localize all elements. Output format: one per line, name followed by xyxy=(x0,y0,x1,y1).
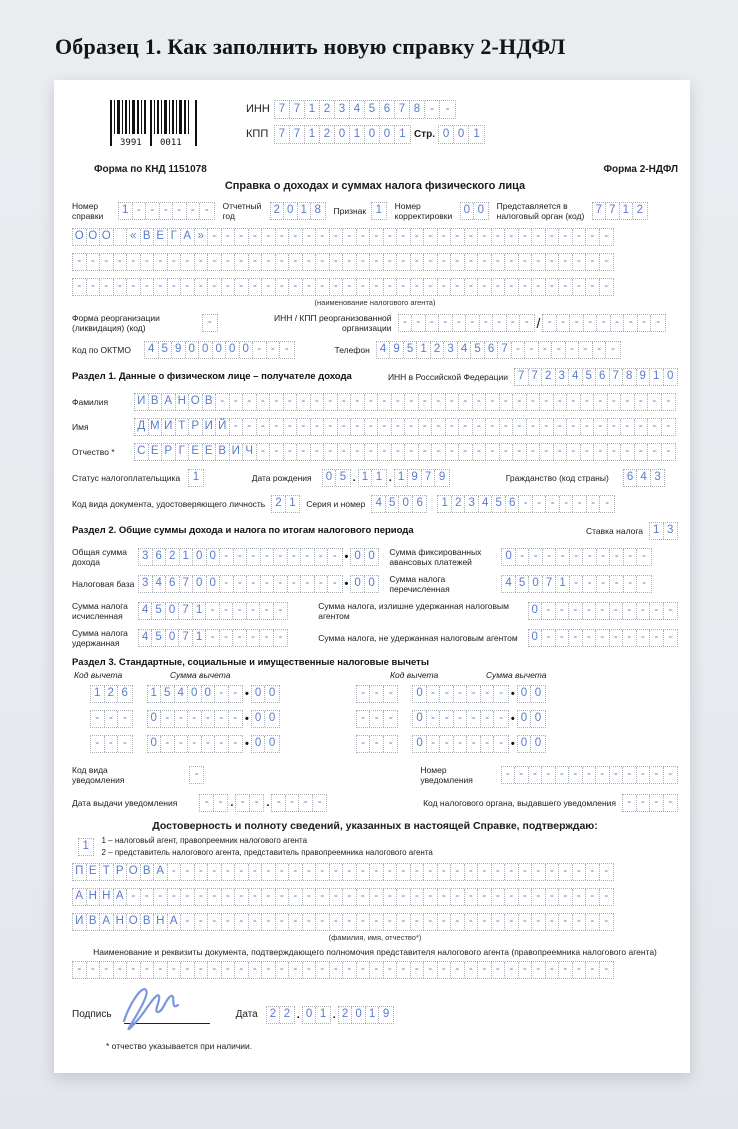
deduction-code: - - - xyxy=(356,685,399,703)
date-dot: . xyxy=(230,797,234,809)
reorg-innkpp-label: ИНН / КПП реорганизованной организации xyxy=(273,312,392,333)
deduction-code: 1 2 6 xyxy=(90,685,133,703)
firstname-label: Имя xyxy=(72,421,89,432)
deduction-kop: 0 0 xyxy=(517,685,546,703)
birth-mm-field: 1 1 xyxy=(358,469,387,487)
page-title: Образец 1. Как заполнить новую справку 2-НДФЛ xyxy=(55,34,566,59)
organ-label: Представляется в налоговый орган (код) xyxy=(496,200,585,221)
tax-calc-label: Сумма налога исчисленная xyxy=(72,600,128,621)
notif-kind-field: - xyxy=(189,766,205,784)
surname-label: Фамилия xyxy=(72,396,109,407)
tax-transferred-field: 4 5 0 7 1 - - - - - - xyxy=(501,575,652,593)
decimal-dot: • xyxy=(344,577,349,590)
kpp-row xyxy=(246,125,485,144)
tax-notwithheld-label: Сумма налога, не удержанная налоговым агентом xyxy=(318,632,518,643)
id-doc-code-label: Код вида документа, удостоверяющего личность xyxy=(72,498,266,509)
decimal-dot: • xyxy=(510,737,515,750)
date-dd-field: 2 2 xyxy=(266,1006,295,1024)
decimal-dot: • xyxy=(245,737,249,750)
birth-yyyy-field: 1 9 7 9 xyxy=(394,469,450,487)
taxpayer-status-field: 1 xyxy=(188,469,204,487)
date-dot: . xyxy=(332,1009,336,1022)
knd-label: Форма по КНД 1151078 xyxy=(94,164,207,175)
date-mm-field: 0 1 xyxy=(302,1006,331,1024)
inn-rf-field: 7 7 2 3 4 5 6 7 8 9 1 0 xyxy=(514,368,678,386)
signature-label: Подпись xyxy=(72,1009,112,1021)
inn-field: 7 7 1 2 3 4 5 6 7 8 - - xyxy=(274,100,456,119)
barcode-digits-left: 3991 xyxy=(120,138,142,148)
confirm-code-field: 1 xyxy=(78,838,94,856)
inn-row xyxy=(246,100,485,119)
date-dot: . xyxy=(296,1009,300,1022)
notif-number-label: Номер уведомления xyxy=(420,764,473,785)
date-dot: . xyxy=(388,471,392,484)
notif-date-label: Дата выдачи уведомления xyxy=(72,797,178,808)
innkpp-slash: / xyxy=(536,314,541,331)
page-field: 0 0 1 xyxy=(438,125,485,144)
notif-organ-field: - - - - xyxy=(622,794,678,812)
section3-title: Раздел 3. Стандартные, социальные и имущественные налоговые вычеты xyxy=(72,656,429,668)
inn-rf-label: ИНН в Российской Федерации xyxy=(387,371,508,382)
citizenship-field: 6 4 3 xyxy=(623,469,666,487)
citizenship-label: Гражданство (код страны) xyxy=(505,472,609,483)
form-card xyxy=(54,80,690,1073)
fio-caption: (фамилия, имя, отчество*) xyxy=(328,933,422,943)
tax-withheld-field: 4 5 0 7 1 - - - - - - xyxy=(138,629,289,647)
deduction-code: - - - xyxy=(356,710,399,728)
decimal-dot: • xyxy=(344,550,349,563)
notif-kind-label: Код вида уведомления xyxy=(72,764,125,785)
tax-calc-field: 4 5 0 7 1 - - - - - - xyxy=(138,602,289,620)
deduction-sum: 0 - - - - - - xyxy=(147,710,244,728)
tax-notwithheld-field: 0 - - - - - - - - - - xyxy=(528,629,679,647)
tax-transferred-label: Сумма налога перечисленная xyxy=(389,573,450,594)
deduction-sum-header-right: Сумма вычета xyxy=(486,669,547,680)
series-number-label: Серия и номер xyxy=(306,498,366,509)
inn-label: ИНН xyxy=(246,103,270,116)
page-label: Стр. xyxy=(414,128,436,140)
agent-name-line1: О О О « В Е Г А » - - - - - - - - - - - - - - - - - - - - - - - - - - - - - - xyxy=(72,228,614,246)
form-title: Справка о доходах и суммах налога физического лица xyxy=(224,179,526,192)
total-income-kop: 0 0 xyxy=(350,548,379,566)
taxpayer-status-label: Статус налогоплательщика xyxy=(72,472,181,483)
tax-rate-label: Ставка налога xyxy=(585,525,643,536)
deduction-kop: 0 0 xyxy=(517,710,546,728)
sign-label: Признак xyxy=(333,205,367,216)
phone-label: Телефон xyxy=(334,344,370,355)
notif-organ-label: Код налогового органа, выдавшего уведомления xyxy=(423,797,616,808)
reorg-field: - xyxy=(202,314,218,332)
footnote: * отчество указывается при наличии. xyxy=(106,1041,253,1052)
tax-base-rub: 3 4 6 7 0 0 - - - - - - - - - xyxy=(138,575,343,593)
deduction-sum: 0 - - - - - - xyxy=(412,710,509,728)
agent-name-line2: - - - - - - - - - - - - - - - - - - - - - - - - - - - - - - - - - - - - - - - - xyxy=(72,253,614,271)
sign-field: 1 xyxy=(371,202,387,220)
year-field: 2 0 1 8 xyxy=(270,202,326,220)
notif-dd-field: - - xyxy=(199,794,228,812)
kpp-label: КПП xyxy=(246,128,269,141)
patronymic-label: Отчество * xyxy=(72,446,115,457)
deduction-kop: 0 0 xyxy=(251,685,280,703)
barcode xyxy=(110,100,198,150)
number-field: 1 2 3 4 5 6 - - - - - - - xyxy=(437,495,615,513)
deduction-code: - - - xyxy=(90,735,133,753)
doc-authority-caption: Наименование и реквизиты документа, подтверждающего полномочия представителя налогового агента (правопреемника налогового агента) xyxy=(93,947,657,958)
reorg-label: Форма реорганизации (ликвидация) (код) xyxy=(72,312,160,333)
year-label: Отчетный год xyxy=(222,200,262,221)
decimal-dot: • xyxy=(245,712,249,725)
oktmo-label: Код по ОКТМО xyxy=(72,344,131,355)
deduction-kop: 0 0 xyxy=(251,710,280,728)
deduction-kop: 0 0 xyxy=(517,735,546,753)
surname-field: И В А Н О В - - - - - - - - - - - - - - - - - - - - - - - - - - - - - - - - - - xyxy=(134,393,676,411)
series-field: 4 5 0 6 xyxy=(371,495,427,513)
kpp-field: 7 7 1 2 0 1 0 0 1 xyxy=(274,125,411,144)
deduction-code: - - - xyxy=(90,710,133,728)
barcode-digits-right: 0011 xyxy=(160,138,182,148)
tax-withheld-label: Сумма налога удержанная xyxy=(72,627,128,648)
patronymic-field: С Е Р Г Е Е В И Ч - - - - - - - - - - - - - - - - - - - - - - - - - - - - - - - xyxy=(134,443,676,461)
decimal-dot: • xyxy=(510,687,515,700)
tax-rate-field: 1 3 xyxy=(649,522,678,540)
tax-over-field: 0 - - - - - - - - - - xyxy=(528,602,679,620)
cert-number-label: Номер справки xyxy=(72,200,104,221)
deduction-code: - - - xyxy=(356,735,399,753)
date-dot: . xyxy=(266,797,270,809)
confirm-option2: 2 – представитель налогового агента, представитель правопреемника налогового агента xyxy=(101,847,433,857)
confirm-option1: 1 – налоговый агент, правопреемник налогового агента xyxy=(101,836,308,846)
deduction-sum: 0 - - - - - - xyxy=(147,735,244,753)
fixed-adv-label: Сумма фиксированных авансовых платежей xyxy=(389,546,482,567)
confirm-title: Достоверность и полноту сведений, указанных в настоящей Справке, подтверждаю: xyxy=(152,820,598,832)
deduction-kop: 0 0 xyxy=(251,735,280,753)
representative-patronymic: И В А Н О В Н А - - - - - - - - - - - - - - - - - - - - - - - - - - - - - - - - xyxy=(72,913,614,931)
reorg-inn-field: - - - - - - - - - - xyxy=(398,314,535,332)
notif-mm-field: - - xyxy=(235,794,264,812)
deduction-sum: 1 5 4 0 0 - - xyxy=(147,685,244,703)
doc-authority-field: - - - - - - - - - - - - - - - - - - - - - - - - - - - - - - - - - - - - - - - - xyxy=(72,961,614,979)
form-2ndfl-label: Форма 2-НДФЛ xyxy=(603,164,678,175)
tax-over-label: Сумма налога, излишне удержанная налоговым агентом xyxy=(318,600,509,621)
tax-base-kop: 0 0 xyxy=(350,575,379,593)
form-header xyxy=(72,100,678,150)
agent-name-line3: - - - - - - - - - - - - - - - - - - - - - - - - - - - - - - - - - - - - - - - - xyxy=(72,278,614,296)
oktmo-field: 4 5 9 0 0 0 0 0 - - - xyxy=(144,341,295,359)
cert-number-field: 1 - - - - - - xyxy=(118,202,215,220)
total-income-rub: 3 6 2 1 0 0 - - - - - - - - - xyxy=(138,548,343,566)
notif-number-field: - - - - - - - - - - - - - xyxy=(501,766,679,784)
deduction-sum-header-left: Сумма вычета xyxy=(170,669,231,680)
corr-label: Номер корректировки xyxy=(394,200,453,221)
phone-field: 4 9 5 1 2 3 4 5 6 7 - - - - - - - - xyxy=(376,341,621,359)
section1-title: Раздел 1. Данные о физическом лице – получателе дохода xyxy=(72,371,352,383)
deduction-code-header-right: Код вычета xyxy=(390,669,439,680)
id-doc-code-field: 2 1 xyxy=(271,495,300,513)
decimal-dot: • xyxy=(245,687,249,700)
agent-name-caption: (наименование налогового агента) xyxy=(314,297,436,307)
deduction-sum: 0 - - - - - - xyxy=(412,685,509,703)
birthdate-label: Дата рождения xyxy=(251,472,312,483)
corr-field: 0 0 xyxy=(460,202,489,220)
tax-base-label: Налоговая база xyxy=(72,578,135,589)
reorg-kpp-field: - - - - - - - - - xyxy=(542,314,666,332)
date-yyyy-field: 2 0 1 9 xyxy=(338,1006,394,1024)
representative-name: А Н Н А - - - - - - - - - - - - - - - - - - - - - - - - - - - - - - - - - - - - xyxy=(72,888,614,906)
total-income-label: Общая сумма дохода xyxy=(72,546,127,567)
firstname-field: Д М И Т Р И Й - - - - - - - - - - - - - - - - - - - - - - - - - - - - - - - - - xyxy=(134,418,676,436)
date-dot: . xyxy=(352,471,356,484)
organ-field: 7 7 1 2 xyxy=(592,202,648,220)
signature xyxy=(116,981,190,1033)
birth-dd-field: 0 5 xyxy=(322,469,351,487)
deduction-sum: 0 - - - - - - xyxy=(412,735,509,753)
date-label: Дата xyxy=(235,1009,258,1021)
representative-surname: П Е Т Р О В А - - - - - - - - - - - - - - - - - - - - - - - - - - - - - - - - - xyxy=(72,863,614,881)
section2-title: Раздел 2. Общие суммы дохода и налога по итогам налогового периода xyxy=(72,525,414,537)
decimal-dot: • xyxy=(510,712,515,725)
deduction-code-header-left: Код вычета xyxy=(74,669,123,680)
fixed-adv-field: 0 - - - - - - - - - - xyxy=(501,548,652,566)
notif-yyyy-field: - - - - xyxy=(271,794,327,812)
